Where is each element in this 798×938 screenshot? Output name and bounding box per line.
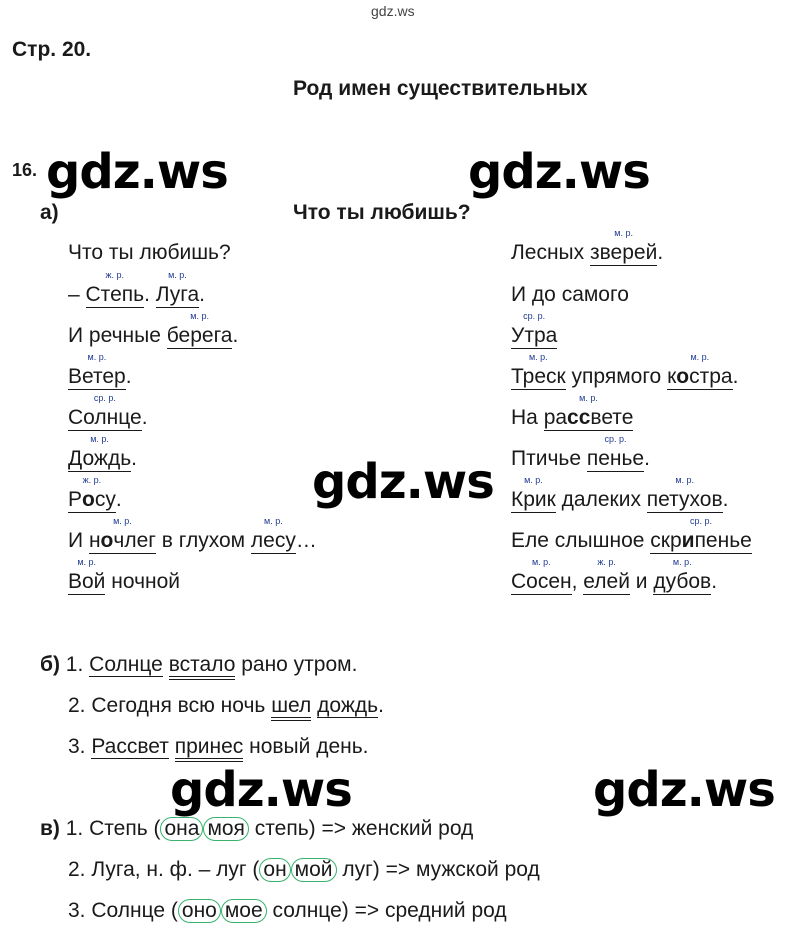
noun: м. р. зверей	[590, 228, 658, 264]
possessive-circle: мой	[291, 858, 337, 882]
predicate: встало	[169, 653, 236, 680]
gender-label: м. р.	[524, 475, 543, 485]
gender-label: м. р.	[90, 434, 109, 444]
gender-label: м. р.	[614, 228, 634, 238]
gender-label: м. р.	[672, 557, 692, 567]
poem-title: Что ты любишь?	[293, 201, 471, 224]
poem-line: м. р. Вой ночной	[68, 557, 181, 593]
watermark-2: gdz.ws	[468, 144, 650, 200]
subject: Солнце	[89, 653, 163, 676]
gender-label: ср. р.	[690, 516, 713, 526]
gender-label: м. р.	[264, 516, 283, 526]
poem-line: На м. р. рассвете	[511, 393, 634, 429]
possessive-circle: мое	[221, 899, 267, 923]
noun: м. р. ночлег	[88, 516, 156, 552]
top-watermark: gdz.ws	[371, 3, 415, 19]
part-c-marker: в)	[40, 817, 60, 840]
pronoun-circle: он	[259, 858, 290, 882]
gender-line-2: 2. Луга, н. ф. – луг ( он мой луг) => мужской род	[68, 858, 540, 881]
watermark-3: gdz.ws	[312, 454, 494, 510]
gender-label: ср. р.	[523, 311, 546, 321]
noun: ср. р. пенье	[586, 434, 645, 470]
predicate: шел	[271, 694, 311, 721]
part-a-marker: а)	[40, 201, 59, 224]
possessive-circle: моя	[203, 817, 249, 841]
noun: ср. р. Солнце	[68, 393, 142, 429]
gender-label: ср. р.	[604, 434, 627, 444]
page-label: Стр. 20.	[12, 38, 92, 61]
poem-line: м. р. Крик далеких м. р. петухов.	[511, 475, 729, 511]
poem-line: И до самого	[511, 283, 629, 306]
gender-line-1: в) 1. Степь ( она моя степь) => женский род	[40, 817, 474, 840]
exercise-number: 16.	[12, 160, 38, 180]
noun: м. р. рассвете	[543, 393, 634, 429]
poem-line	[511, 311, 558, 349]
poem-line: Что ты любишь?	[68, 241, 231, 264]
poem-line: Лесных м. р. зверей.	[511, 228, 664, 264]
noun: м. р. дубов	[653, 557, 712, 593]
gender-label: м. р.	[675, 475, 695, 485]
watermark-1: gdz.ws	[46, 144, 228, 200]
noun: м. р. лесу	[250, 516, 296, 552]
noun: м. р. Ветер	[68, 352, 126, 388]
noun: м. р. костра	[667, 352, 733, 388]
gender-label: м. р.	[113, 516, 132, 526]
gender-label: м. р.	[690, 352, 710, 362]
subject: Рассвет	[91, 735, 169, 758]
noun: м. р. Дождь	[68, 434, 132, 470]
gender-label: м. р.	[77, 557, 97, 567]
poem-line: ж. р. Росу.	[68, 475, 122, 511]
sentence-1: б) 1. Солнце встало рано утром.	[40, 653, 357, 677]
poem-line: м. р. Сосен, ж. р. елей и м. р. дубов.	[511, 557, 718, 593]
predicate: принес	[175, 735, 244, 762]
poem-line: Птичье ср. р. пенье.	[511, 434, 650, 470]
noun: м. р. Вой	[68, 557, 106, 593]
gender-label: м. р.	[168, 270, 187, 280]
gender-label: ж. р.	[105, 270, 125, 280]
noun: ср. р. скрипенье	[650, 516, 752, 552]
poem-line: м. р. Треск упрямого м. р. костра.	[511, 352, 739, 388]
poem-line: – ж. р. Степь. м. р. Луга.	[68, 270, 205, 306]
sentence-3: 3. Рассвет принес новый день.	[68, 735, 369, 759]
sentence-2: 2. Сегодня всю ночь шел дождь.	[68, 694, 384, 718]
poem-line: м. р. Дождь.	[68, 434, 137, 470]
noun: ж. р. елей	[583, 557, 630, 593]
noun: ж. р. Росу	[68, 475, 116, 511]
gender-label: м. р.	[528, 352, 548, 362]
poem-line: м. р. Ветер.	[68, 352, 132, 388]
noun: м. р. петухов	[646, 475, 723, 511]
noun: м. р. берега	[166, 311, 233, 347]
noun: м. р. Сосен	[511, 557, 572, 593]
gender-label: м. р.	[87, 352, 107, 362]
section-title: Род имен существительных	[293, 77, 588, 100]
watermark-5: gdz.ws	[593, 762, 775, 818]
pronoun-circle: она	[160, 817, 203, 841]
poem-line: И речные м. р. берега.	[68, 311, 239, 347]
gender-label: ж. р.	[597, 557, 616, 567]
dash: –	[68, 283, 86, 306]
noun: ж. р. Степь	[85, 270, 145, 306]
part-b-marker: б)	[40, 653, 60, 676]
gender-label: ср. р.	[93, 393, 116, 403]
gender-label: м. р.	[579, 393, 598, 403]
gender-line-3: 3. Солнце ( оно мое солнце) => средний род	[68, 899, 507, 922]
noun: м. р. Луга	[155, 270, 200, 306]
pronoun-circle: оно	[178, 899, 221, 923]
subject: дождь	[317, 694, 379, 717]
noun: ср. р. Утра	[511, 311, 558, 347]
poem-line: Еле слышное ср. р. скрипенье	[511, 516, 752, 552]
gender-label: ж. р.	[82, 475, 102, 485]
noun: м. р. Крик	[511, 475, 556, 511]
noun: м. р. Треск	[511, 352, 566, 388]
gender-label: м. р.	[190, 311, 209, 321]
poem-line: И м. р. ночлег в глухом м. р. лесу…	[68, 516, 317, 552]
watermark-4: gdz.ws	[170, 762, 352, 818]
poem-line: ср. р. Солнце.	[68, 393, 148, 429]
gender-label: м. р.	[531, 557, 551, 567]
